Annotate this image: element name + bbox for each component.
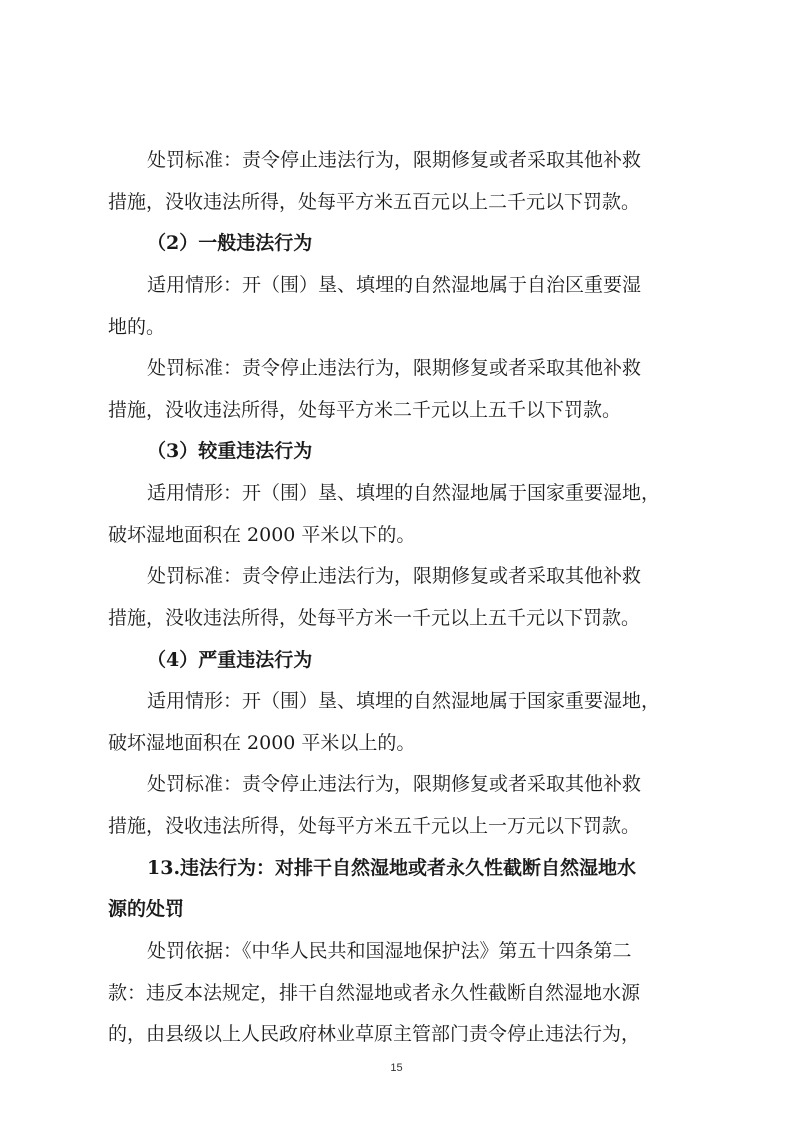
page-number: 15 — [390, 1062, 403, 1074]
section-heading-continued: 源的处罚 — [108, 898, 185, 920]
paragraph-line: 破坏湿地面积在 2000 平米以上的。 — [108, 732, 416, 754]
paragraph-line: 处罚标准：责令停止违法行为，限期修复或者采取其他补救 — [147, 149, 642, 171]
paragraph-line: 措施，没收违法所得，处每平方米五百元以上二千元以下罚款。 — [108, 191, 641, 213]
paragraph-line: 措施，没收违法所得，处每平方米二千元以上五千以下罚款。 — [108, 399, 622, 421]
paragraph-line: 处罚标准：责令停止违法行为，限期修复或者采取其他补救 — [147, 565, 642, 587]
paragraph-line: 处罚标准：责令停止违法行为，限期修复或者采取其他补救 — [147, 773, 642, 795]
section-heading: 13.违法行为：对排干自然湿地或者永久性截断自然湿地水 — [147, 857, 637, 879]
subsection-heading: （3）较重违法行为 — [147, 440, 313, 462]
paragraph-line: 适用情形：开（围）垦、填埋的自然湿地属于国家重要湿地， — [147, 690, 661, 712]
paragraph-line: 款：违反本法规定，排干自然湿地或者永久性截断自然湿地水源 — [108, 982, 641, 1004]
subsection-heading: （2）一般违法行为 — [147, 232, 313, 254]
paragraph-line: 处罚标准：责令停止违法行为，限期修复或者采取其他补救 — [147, 357, 642, 379]
paragraph-line: 适用情形：开（围）垦、填埋的自然湿地属于国家重要湿地， — [147, 482, 661, 504]
paragraph-line: 地的。 — [108, 316, 166, 338]
paragraph-line: 适用情形：开（围）垦、填埋的自然湿地属于自治区重要湿 — [147, 274, 642, 296]
paragraph-line: 破坏湿地面积在 2000 平米以下的。 — [108, 524, 416, 546]
paragraph-line: 的，由县级以上人民政府林业草原主管部门责令停止违法行为， — [108, 1023, 641, 1045]
paragraph-line: 措施，没收违法所得，处每平方米五千元以上一万元以下罚款。 — [108, 815, 641, 837]
paragraph-line: 措施，没收违法所得，处每平方米一千元以上五千元以下罚款。 — [108, 607, 641, 629]
paragraph-line: 处罚依据：《中华人民共和国湿地保护法》第五十四条第二 — [147, 940, 632, 962]
subsection-heading: （4）严重违法行为 — [147, 649, 313, 671]
